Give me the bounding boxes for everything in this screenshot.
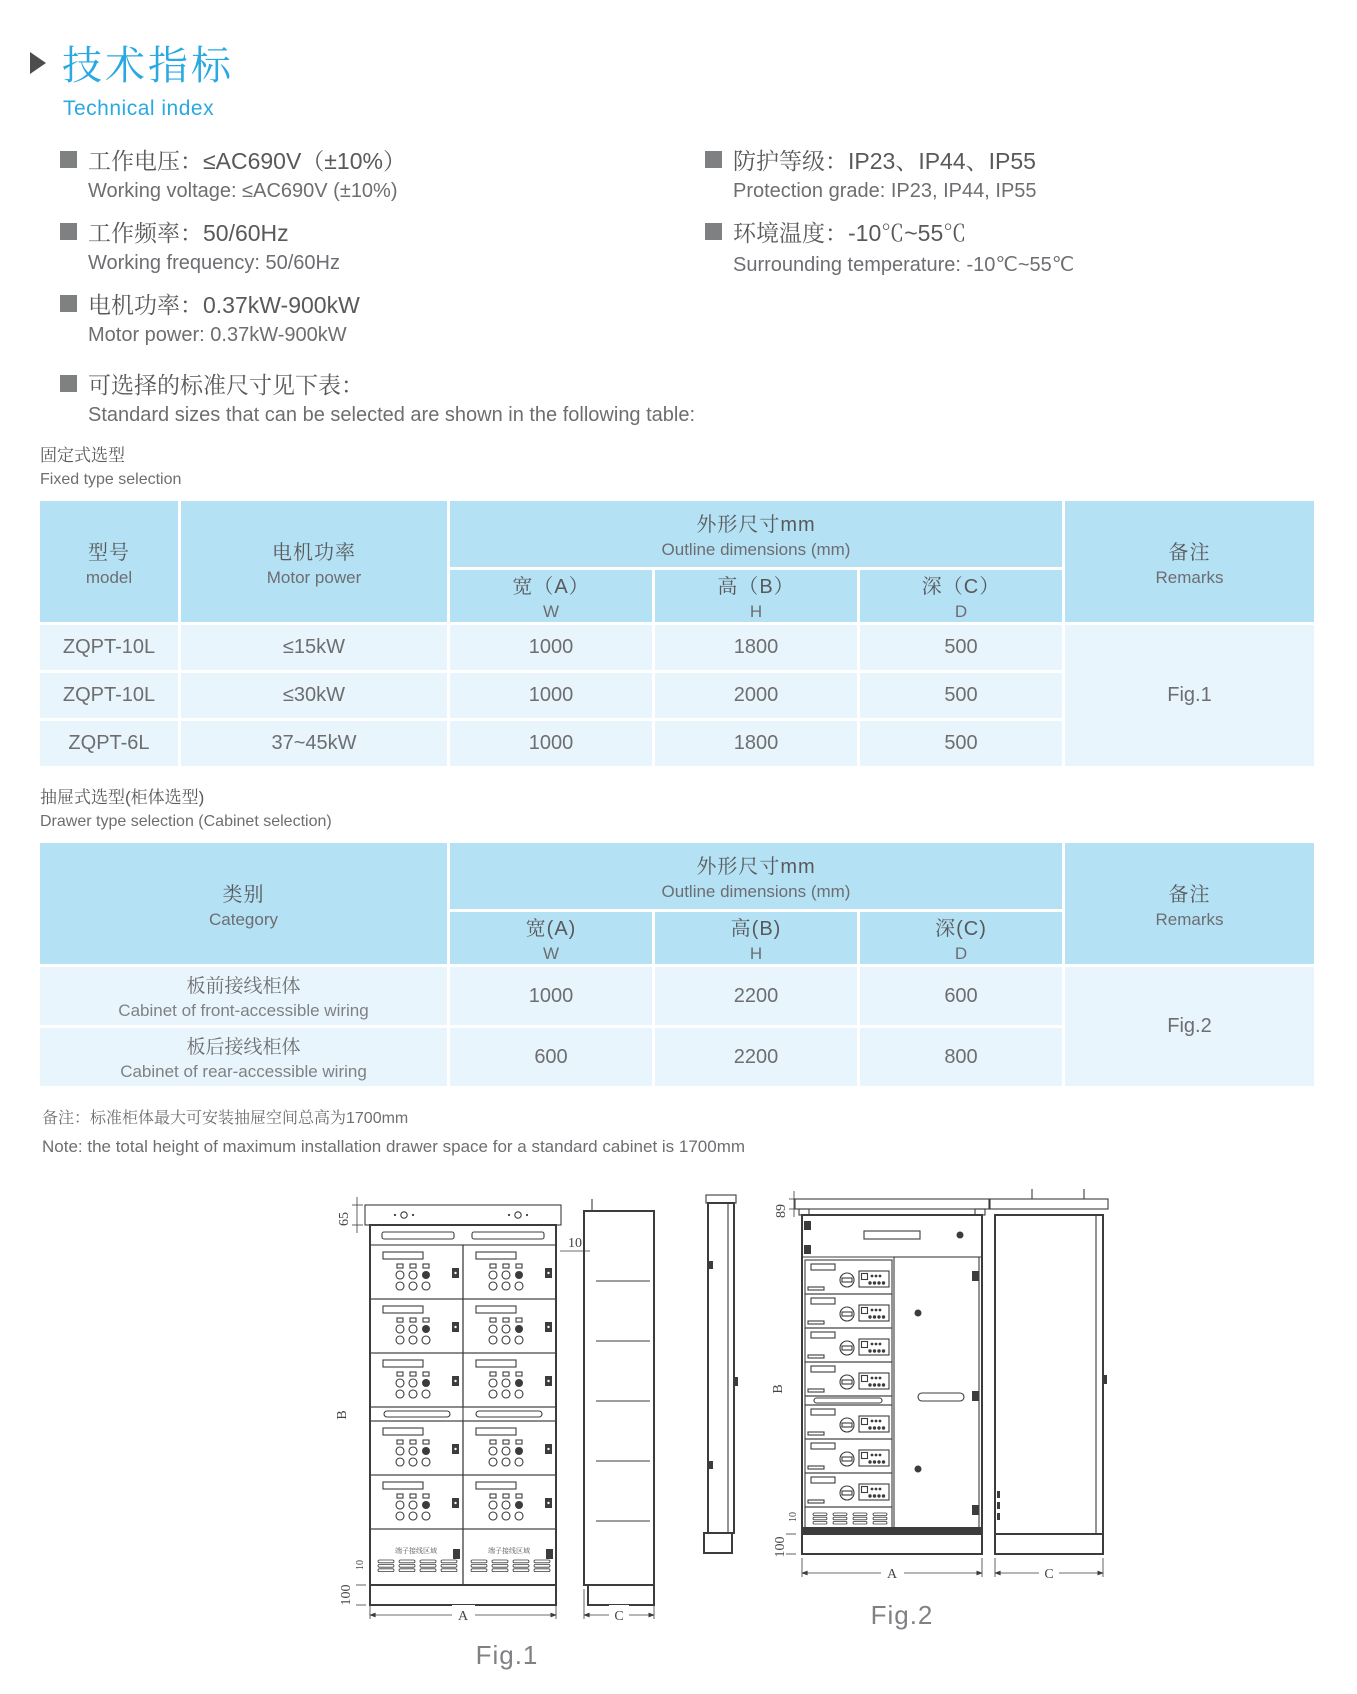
spec-zh-text: 防护等级：IP23、IP44、IP55 [733, 147, 1036, 174]
spec-en-text: Standard sizes that can be selected are shown in the following table: [88, 404, 696, 426]
spec-column-left [60, 145, 705, 361]
spec-surrounding-temperature [705, 217, 1357, 277]
drawer-type-section-label [40, 789, 1357, 830]
cell-depth: 500 [860, 625, 1062, 670]
spec-zh-text: 环境温度：-10℃~55℃ [733, 219, 967, 246]
fig2-drawing [692, 1161, 1112, 1596]
fig2-dim-height: B [771, 1384, 786, 1394]
section-label-zh: 固定式选型 [40, 446, 125, 465]
cell-width: 600 [450, 1028, 652, 1086]
cell-height: 1800 [655, 625, 857, 670]
cell-depth: 800 [860, 1028, 1062, 1086]
page-subtitle: Technical index [63, 97, 215, 120]
fig1-top-strip [365, 1205, 561, 1225]
note-block [42, 1105, 1357, 1157]
spec-zh-text: 可选择的标准尺寸见下表： [88, 371, 364, 398]
header-height: 高(B) H [655, 912, 857, 964]
header-width: 宽（A） W [450, 570, 652, 622]
cell-height: 1800 [655, 721, 857, 766]
header-depth: 深（C） D [860, 570, 1062, 622]
header-category: 类别 Category [40, 843, 447, 964]
header-model: 型号 model [40, 501, 178, 622]
cell-motor: ≤15kW [181, 625, 447, 670]
cell-category: 板后接线柜体 Cabinet of rear-accessible wiring [40, 1028, 447, 1086]
fig1-terminal-label: 端子接线区域 [488, 1548, 530, 1555]
fig1-cabinet-front [370, 1225, 556, 1605]
cell-motor: ≤30kW [181, 673, 447, 718]
header-remarks: 备注 Remarks [1065, 843, 1314, 964]
cell-depth: 500 [860, 673, 1062, 718]
square-bullet-icon [705, 223, 722, 240]
spec-list [60, 145, 1357, 361]
cell-remark-fig2: Fig.2 [1065, 967, 1314, 1086]
note-en: Note: the total height of maximum installation drawer space for a standard cabinet is 1700mm [42, 1137, 746, 1156]
spec-en-text: Motor power: 0.37kW-900kW [88, 324, 347, 346]
cell-model: ZQPT-10L [40, 625, 178, 670]
header-remarks: 备注 Remarks [1065, 501, 1314, 622]
square-bullet-icon [60, 151, 77, 168]
figure-2 [692, 1161, 1112, 1631]
fig1-dim-height: B [335, 1410, 350, 1420]
fig1-dim-gap: 10 [355, 1560, 366, 1570]
cell-model: ZQPT-10L [40, 673, 178, 718]
cell-width: 1000 [450, 721, 652, 766]
spec-protection-grade [705, 145, 1357, 203]
spec-standard-sizes [60, 369, 1357, 427]
fig1-terminal-label: 端子接线区域 [395, 1548, 437, 1555]
cell-width: 1000 [450, 673, 652, 718]
header-motor-power: 电机功率 Motor power [181, 501, 447, 622]
fig1-dim-top: 65 [337, 1212, 352, 1226]
spec-zh-text: 工作电压：≤AC690V（±10%） [88, 147, 406, 174]
fig1-dim-base: 100 [339, 1584, 354, 1606]
spec-working-voltage [60, 145, 705, 203]
spec-en-text: Protection grade: IP23, IP44, IP55 [733, 180, 1037, 202]
spec-en-text: Surrounding temperature: -10℃~55℃ [733, 254, 1075, 276]
title-arrow-icon [30, 52, 46, 74]
fixed-type-table [37, 498, 1317, 769]
cell-width: 1000 [450, 625, 652, 670]
spec-en-text: Working voltage: ≤AC690V (±10%) [88, 180, 398, 202]
cell-height: 2000 [655, 673, 857, 718]
table-row [40, 625, 1314, 670]
cell-model: ZQPT-6L [40, 721, 178, 766]
fig2-left-profile [704, 1195, 738, 1553]
cell-depth: 600 [860, 967, 1062, 1025]
page-title: 技术指标 [62, 44, 234, 88]
fig2-caption: Fig.2 [870, 1600, 934, 1630]
table-row [40, 967, 1314, 1025]
fig2-dim-width: A [886, 1567, 898, 1582]
cell-motor: 37~45kW [181, 721, 447, 766]
header-height: 高（B） H [655, 570, 857, 622]
fig1-caption: Fig.1 [475, 1640, 539, 1670]
square-bullet-icon [60, 223, 77, 240]
spec-en-text: Working frequency: 50/60Hz [88, 252, 340, 274]
cell-height: 2200 [655, 967, 857, 1025]
spec-zh-text: 工作频率：50/60Hz [88, 219, 289, 246]
figure-1 [332, 1191, 682, 1671]
square-bullet-icon [705, 151, 722, 168]
square-bullet-icon [60, 295, 77, 312]
header-depth: 深(C) D [860, 912, 1062, 964]
drawer-type-table [37, 840, 1317, 1089]
section-label-en: Drawer type selection (Cabinet selection) [40, 813, 332, 830]
cell-depth: 500 [860, 721, 1062, 766]
spec-zh-text: 电机功率：0.37kW-900kW [88, 291, 360, 318]
fig2-dim-base: 100 [773, 1536, 788, 1558]
header-width: 宽(A) W [450, 912, 652, 964]
section-label-en: Fixed type selection [40, 471, 182, 488]
fig1-drawing [332, 1191, 682, 1636]
header-outline-dimensions: 外形尺寸mm Outline dimensions (mm) [450, 501, 1062, 567]
square-bullet-icon [60, 375, 77, 392]
fig2-dim-gap: 10 [788, 1512, 799, 1522]
fig2-dim-top: 89 [774, 1204, 789, 1218]
figures-row [332, 1161, 1357, 1671]
fixed-type-section-label [40, 447, 1357, 488]
cell-width: 1000 [450, 967, 652, 1025]
cell-height: 2200 [655, 1028, 857, 1086]
section-label-zh: 抽屉式选型(柜体选型) [40, 788, 205, 807]
spec-motor-power [60, 289, 705, 347]
cell-remark-fig1: Fig.1 [1065, 625, 1314, 766]
fig1-cabinet-side [584, 1199, 654, 1605]
cell-category: 板前接线柜体 Cabinet of front-accessible wiring [40, 967, 447, 1025]
fig1-dim-depth: C [614, 1609, 624, 1624]
note-zh: 备注：标准柜体最大可安装抽屉空间总高为1700mm [42, 1110, 409, 1127]
page-header [30, 34, 1357, 91]
fig1-dim-width: A [457, 1609, 469, 1624]
spec-working-frequency [60, 217, 705, 275]
fig2-cabinet-side [990, 1189, 1108, 1554]
fig2-dimensions [771, 1191, 1103, 1582]
spec-column-right [705, 145, 1357, 361]
header-outline-dimensions: 外形尺寸mm Outline dimensions (mm) [450, 843, 1062, 909]
fig2-cabinet-front [795, 1199, 989, 1554]
fig2-dim-depth: C [1044, 1567, 1054, 1582]
fig1-dim-top-gap: 10 [568, 1236, 582, 1251]
